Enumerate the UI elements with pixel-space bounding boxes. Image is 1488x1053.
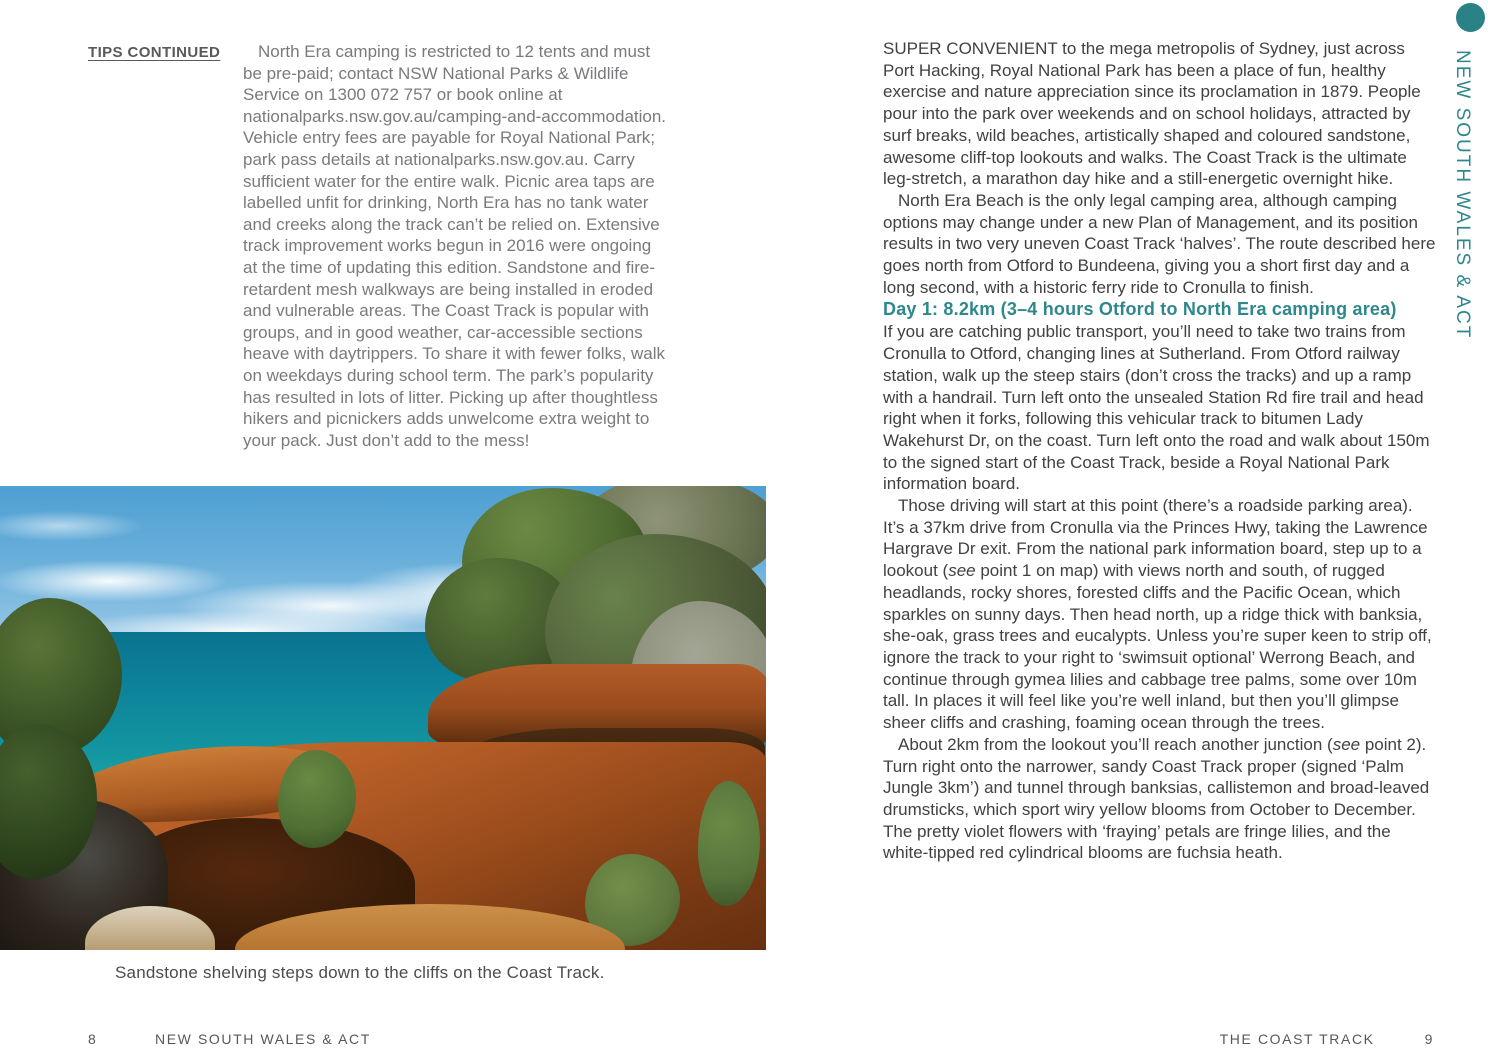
left-footer-section: NEW SOUTH WALES & ACT	[155, 1031, 371, 1047]
left-page-footer	[88, 1031, 371, 1047]
coast-photo	[0, 486, 766, 950]
chapter-tab-vertical-label: NEW SOUTH WALES & ACT	[1452, 50, 1473, 340]
photo-caption: Sandstone shelving steps down to the cliffs on the Coast Track.	[115, 963, 605, 982]
intro-lead-caps: SUPER CONVENIENT	[883, 39, 1058, 58]
tips-paragraph: North Era camping is restricted to 12 tents and must be pre-paid; contact NSW National Parks & Wildlife Service on 1300 072 757 or book online at nationalparks.nsw.gov.au/camping-and-accommodation. Vehicle entry fees are payable for Royal National Park; park pass details at nationalparks.nsw.gov.au. Carry sufficient water for the entire walk. Picnic area taps are labelled unfit for drinking, North Era has no tank water and creeks along the track can’t be relied on. Extensive track improvement works begun in 2016 were ongoing at the time of updating this edition. Sandstone and fire-retardent mesh walkways are being installed in eroded and vulnerable areas. The Coast Track is popular with groups, and in good weather, car-accessible sections heave with daytrippers. To share it with fewer folks, walk on weekdays during school term. The park’s popularity has resulted in lots of litter. Picking up after thoughtless hikers and picnickers adds unwelcome extra weight to your pack. Just don’t add to the mess!	[243, 42, 667, 450]
tips-continued-label: TIPS CONTINUED	[88, 44, 221, 61]
junction-paragraph: About 2km from the lookout you’ll reach another junction (see point 2). Turn right onto the narrower, sandy Coast Track proper (signed ‘Palm Jungle 3km’) and tunnel through banksias, callistemon and broad-leaved drumsticks, which sport wiry yellow blooms from October to December. The pretty violet flowers with ‘fraying’ petals are fringe lilies, and the white-tipped red cylindrical blooms are fuchsia heath.	[883, 734, 1430, 863]
intro-rest: to the mega metropolis of Sydney, just across Port Hacking, Royal National Park has been a place of fun, healthy exercise and nature appreciation since its proclamation in 1879. People pour into the park over weekends and on school holidays, attracted by surf breaks, wild beaches, artistically shaped and coloured sandstone, awesome cliff-top lookouts and walks. The Coast Track is the ultimate leg-stretch, a marathon day hike and a still-energetic overnight hike.	[883, 39, 1421, 189]
driving-paragraph: Those driving will start at this point (there’s a roadside parking area). It’s a 37km drive from Cronulla via the Princes Hwy, taking the Lawrence Hargrave Dr exit. From the national park information board, step up to a lookout (see point 1 on map) with views north and south, of rugged headlands, rocky shores, forested cliffs and the Pacific Ocean, which sparkles on sunny days. Then head north, up a ridge thick with banksia, she-oak, grass trees and eucalypts. Unless you’re super keen to strip off, ignore the track to your right to ‘swimsuit optional’ Werrong Beach, and continue through gymea lilies and cabbage tree palms, some over 10m tall. In places it will feel like you’re well inland, but then you’ll glimpse sheer cliffs and crashing, foaming ocean through the trees.	[883, 496, 1432, 733]
chapter-tab-circle	[1456, 3, 1485, 32]
right-footer-section: THE COAST TRACK	[1219, 1031, 1375, 1047]
see-italic: see	[1332, 734, 1361, 754]
right-page-text-column	[883, 38, 1437, 864]
right-page-number: 9	[1424, 1031, 1434, 1047]
intro-paragraph	[883, 38, 1437, 190]
transport-paragraph: If you are catching public transport, you’ll need to take two trains from Cronulla to Otford, changing lines at Sutherland. From Otford railway station, walk up the steep stairs (don’t cross the tracks) and up a ramp with a handrail. Turn left onto the unsealed Station Rd fire trail and head right when it forks, following this vehicular track to bitumen Lady Wakehurst Dr, on the coast. Turn left onto the road and walk about 150m to the signed start of the Coast Track, beside a Royal National Park information board.	[883, 322, 1430, 494]
day1-heading: Day 1: 8.2km (3–4 hours Otford to North Era camping area)	[883, 299, 1397, 320]
right-page-footer	[900, 1031, 1434, 1047]
left-page-number: 8	[88, 1031, 98, 1047]
see-italic: see	[948, 561, 976, 581]
north-era-paragraph: North Era Beach is the only legal camping area, although camping options may change under a new Plan of Management, and its position results in two very uneven Coast Track ‘halves’. The route described here goes north from Otford to Bundeena, giving you a short first day and a long second, with a historic ferry ride to Cronulla to finish.	[883, 190, 1436, 297]
